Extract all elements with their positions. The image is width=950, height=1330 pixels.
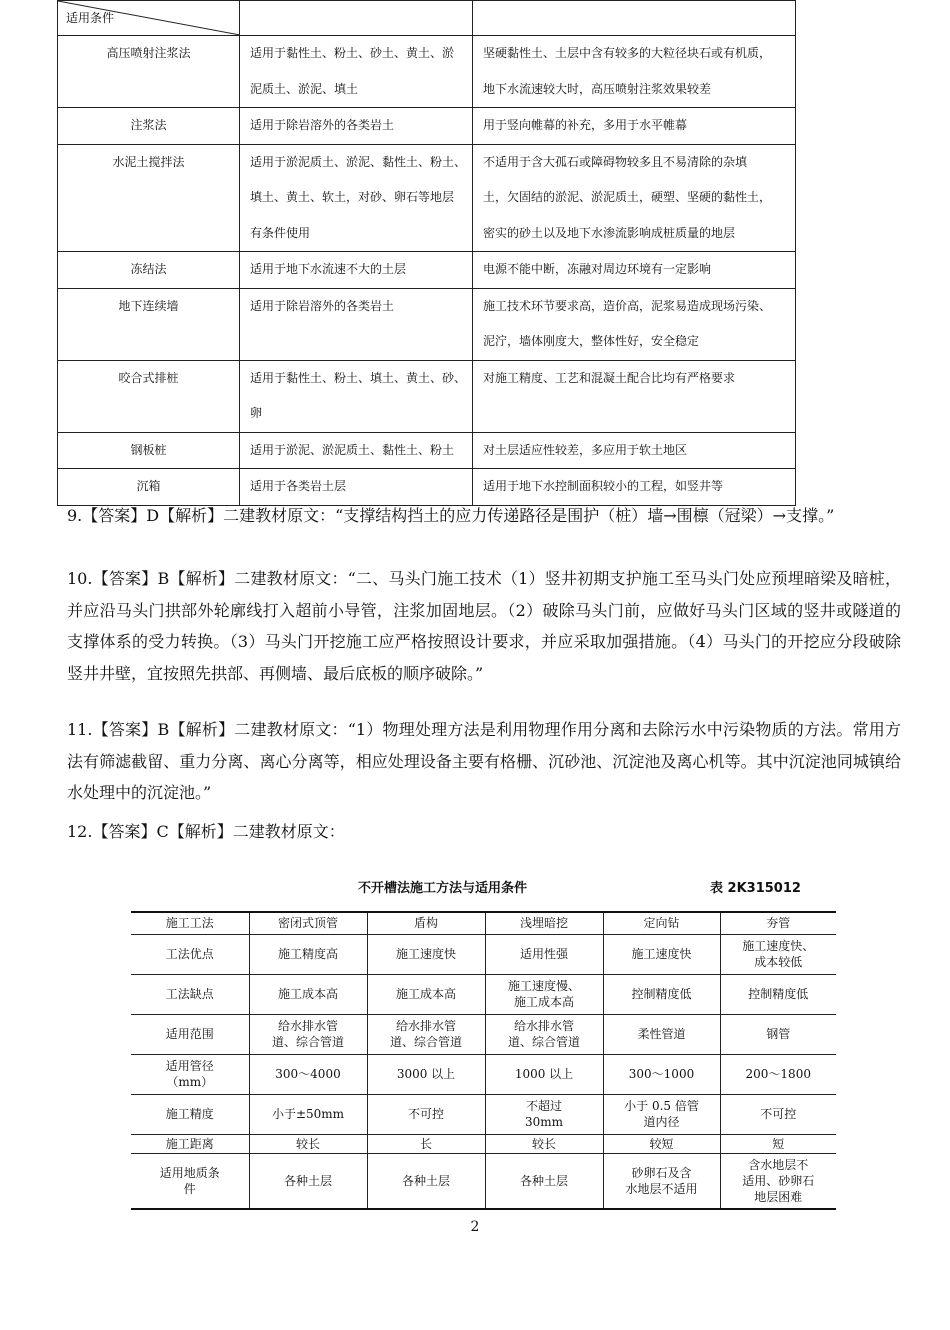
table-cell: [249, 1094, 367, 1134]
cell-line: 控制精度低: [631, 987, 692, 1001]
cell-line: 长: [419, 1136, 432, 1151]
table-cell: [249, 1014, 367, 1054]
cell-line: 不适用于含大孤石或障碍物较多且不易清除的杂填: [483, 154, 748, 169]
cell-line: 适用地质条: [159, 1165, 220, 1180]
cell-line: 适用于除岩溶外的各类岩土: [250, 298, 395, 313]
answer-9: 9.【答案】D【解析】二建教材原文：“支撑结构挡土的应力传递路径是围护（桩）墙→围檩（冠梁）→支撑。”: [67, 506, 835, 525]
notes-cell: [473, 432, 796, 469]
cell-line: 有条件使用: [250, 225, 311, 240]
table-cell: [603, 974, 720, 1014]
method-name: 地下连续墙: [118, 298, 179, 313]
table-row: [58, 108, 796, 145]
cell-line: 密实的砂土以及地下水渗流影响成桩质量的地层: [483, 225, 736, 240]
cell-line: 卵: [250, 406, 263, 420]
table-cell: [603, 1094, 720, 1134]
table-row: [131, 934, 836, 974]
cell-line: 柔性管道: [637, 1027, 686, 1041]
scope-cell: [240, 108, 473, 145]
scope-cell: [240, 360, 473, 432]
cell-line: 道、综合管道: [389, 1035, 462, 1049]
table-cell: [249, 1153, 367, 1209]
table-row: [131, 1014, 836, 1054]
table-cell: [720, 934, 836, 974]
scope-cell: [240, 144, 473, 252]
cell-line: 道、综合管道: [271, 1035, 344, 1049]
table-row: [58, 252, 796, 289]
table-cell: [249, 934, 367, 974]
cell-line: 3000 以上: [396, 1067, 456, 1081]
cell-line: 道内径: [643, 1115, 680, 1129]
row-label: [131, 1134, 249, 1153]
cell-line: 300～1000: [628, 1067, 695, 1081]
cell-line: 施工成本高: [395, 987, 456, 1001]
table-row: [131, 974, 836, 1014]
cell-line: 含水地层不: [748, 1157, 809, 1172]
table-row: [131, 1094, 836, 1134]
row-label: [131, 1054, 249, 1094]
cell-line: 适用于淤泥、淤泥质土、黏性土、粉土: [250, 442, 455, 457]
table-cell: [249, 1134, 367, 1153]
row-label: [131, 934, 249, 974]
cell-line: 适用于各类岩土层: [250, 479, 347, 493]
cell-line: （mm）: [166, 1075, 214, 1089]
method-name: 高压喷射注浆法: [106, 46, 191, 60]
column-header: 密闭式顶管: [249, 912, 367, 934]
table-cell: [485, 1134, 603, 1153]
column-header: 浅埋暗挖: [485, 912, 603, 934]
cell-line: 施工技术环节要求高，造价高，泥浆易造成现场污染、: [483, 298, 772, 313]
cell-line: 地层困难: [754, 1189, 803, 1204]
table-cell: [485, 1014, 603, 1054]
table-row: [58, 36, 796, 108]
cell-line: 给水排水管: [513, 1019, 574, 1033]
cell-line: 1000 以上: [514, 1067, 574, 1081]
table-number: 表 2K315012: [710, 881, 801, 896]
table-cell: [367, 1134, 485, 1153]
cell-line: 适用于地下水流速不大的土层: [250, 262, 407, 276]
cell-line: 坚硬黏性土、土层中含有较多的大粒径块石或有机质，: [483, 46, 772, 60]
cell-line: 各种土层: [283, 1173, 332, 1188]
notes-cell: [473, 36, 796, 108]
cell-line: 施工速度快: [395, 947, 456, 961]
table-cell: [720, 974, 836, 1014]
cell-line: 小于 0.5 倍管: [624, 1099, 699, 1113]
method-cell: [58, 144, 240, 252]
cell-line: 钢管: [766, 1027, 791, 1041]
cell-line: 施工距离: [165, 1136, 214, 1151]
cell-line: 泥泞，墙体刚度大，整体性好，安全稳定: [483, 334, 700, 348]
table-cell: [367, 934, 485, 974]
cell-line: 件: [183, 1181, 196, 1196]
cell-line: 工法优点: [165, 947, 214, 961]
cell-line: 给水排水管: [395, 1019, 456, 1033]
cell-line: 电源不能中断，冻融对周边环境有一定影响: [483, 262, 712, 276]
cell-line: 工法缺点: [165, 987, 214, 1001]
table-cell: [367, 1014, 485, 1054]
table-cell: [603, 1014, 720, 1054]
cell-line: 各种土层: [519, 1173, 568, 1188]
cell-line: 施工精度: [165, 1107, 214, 1121]
column-header: 定向钻: [603, 912, 720, 934]
answer-12: 12.【答案】C【解析】二建教材原文：: [67, 822, 345, 841]
cell-line: 不超过: [525, 1099, 562, 1113]
cell-line: 填土、黄土、软土，对砂、卵石等地层: [250, 190, 455, 204]
cell-line: 施工速度快、: [742, 939, 815, 953]
cell-line: 地下水流速较大时，高压喷射注浆效果较差: [483, 81, 712, 96]
table-row: [131, 1153, 836, 1209]
header-label: 适用条件: [66, 11, 115, 25]
table-cell: [720, 1134, 836, 1153]
cell-line: 不可控: [760, 1107, 797, 1121]
method-cell: [58, 288, 240, 360]
table-row: [131, 1134, 836, 1153]
row-label: [131, 974, 249, 1014]
cell-line: 适用管径: [165, 1059, 214, 1073]
trenchless-methods-table: [131, 911, 836, 1210]
scope-cell: [240, 252, 473, 289]
cell-line: 土，欠固结的淤泥、淤泥质土，硬塑、坚硬的黏性土，: [483, 190, 772, 204]
method-cell: [58, 36, 240, 108]
cell-line: 适用范围: [165, 1027, 214, 1041]
cell-line: 水地层不适用: [625, 1181, 698, 1196]
diagonal-header-cell: [58, 1, 240, 36]
row-label: [131, 1094, 249, 1134]
cell-line: 施工成本高: [513, 995, 574, 1009]
table-cell: [249, 1054, 367, 1094]
cell-line: 适用于黏性土、粉土、填土、黄土、砂、: [250, 370, 467, 385]
answer-10: 10.【答案】B【解析】二建教材原文：“二、马头门施工技术（1）竖井初期支护施工至马头门处应预埋暗梁及暗桩，并应沿马头门拱部外轮廓线打入超前小导管，注浆加固地层。（2）破除马头门前，应做好马头门区域的竖井或隧道的支撑体系的受力转换。（3）马头门开挖施工应严格按照设计要求，并应采取加强措施。（4）马头门的开挖应分段破除竖井井壁，宜按照先拱部、再侧墙、最后底板的顺序破除。”: [67, 569, 901, 683]
cell-line: 对施工精度、工艺和混凝土配合比均有严格要求: [483, 370, 736, 385]
cell-line: 适用于除岩溶外的各类岩土: [250, 118, 395, 132]
header-blank-cell: [473, 1, 796, 36]
table-title: 不开槽法施工方法与适用条件: [358, 881, 528, 896]
table-cell: [485, 974, 603, 1014]
cell-line: 较长: [531, 1136, 556, 1151]
table-row: [131, 1054, 836, 1094]
cell-line: 200～1800: [745, 1067, 811, 1081]
table-cell: [485, 934, 603, 974]
cell-line: 30mm: [524, 1115, 564, 1129]
cell-line: 泥质土、淤泥、填土: [250, 81, 359, 96]
cell-line: 用于竖向帷幕的补充，多用于水平帷幕: [483, 118, 688, 132]
cell-line: 适用于地下水控制面积较小的工程，如竖井等: [483, 479, 724, 493]
method-cell: [58, 252, 240, 289]
cell-line: 适用、砂卵石: [742, 1173, 815, 1188]
cell-line: 施工速度快: [631, 947, 692, 961]
method-name: 水泥土搅拌法: [112, 154, 185, 169]
column-header: 施工工法: [131, 912, 249, 934]
table-cell: [485, 1094, 603, 1134]
table-cell: [720, 1153, 836, 1209]
answer-11: 11.【答案】B【解析】二建教材原文：“1）物理处理方法是利用物理作用分离和去除污水中污染物质的方法。常用方法有筛滤截留、重力分离、离心分离等，相应处理设备主要有格栅、沉砂池、沉淀池及离心机等。其中沉淀池同城镇给水处理中的沉淀池。”: [67, 720, 901, 802]
header-blank-cell: [240, 1, 473, 36]
cell-line: 施工速度慢、: [507, 979, 580, 993]
table-row: [58, 288, 796, 360]
method-name: 沉箱: [136, 479, 161, 493]
ground-treatment-table: [57, 0, 796, 506]
column-header: 盾构: [367, 912, 485, 934]
cell-line: 施工成本高: [277, 987, 338, 1001]
page-number: 2: [470, 1219, 480, 1235]
cell-line: 各种土层: [401, 1173, 450, 1188]
row-label: [131, 1014, 249, 1054]
cell-line: 道、综合管道: [507, 1035, 580, 1049]
method-name: 咬合式排桩: [118, 370, 179, 385]
table-cell: [249, 974, 367, 1014]
table-row: [58, 144, 796, 252]
scope-cell: [240, 36, 473, 108]
table-row: [58, 360, 796, 432]
table-cell: [485, 1054, 603, 1094]
table-cell: [367, 1094, 485, 1134]
table-cell: [603, 934, 720, 974]
method-cell: [58, 360, 240, 432]
notes-cell: [473, 360, 796, 432]
method-name: 冻结法: [130, 262, 167, 276]
cell-line: 对土层适应性较差，多应用于软土地区: [483, 442, 688, 457]
table-cell: [720, 1054, 836, 1094]
top-table-header-row: [58, 1, 796, 36]
cell-line: 300～4000: [275, 1067, 341, 1081]
table-row: [58, 432, 796, 469]
cell-line: 较短: [649, 1136, 674, 1151]
cell-line: 不可控: [407, 1107, 444, 1121]
table-cell: [367, 1153, 485, 1209]
table-cell: [367, 1054, 485, 1094]
cell-line: 施工精度高: [277, 947, 338, 961]
notes-cell: [473, 144, 796, 252]
table-cell: [603, 1153, 720, 1209]
table-cell: [720, 1094, 836, 1134]
notes-cell: [473, 252, 796, 289]
cell-line: 较长: [295, 1136, 320, 1151]
method-cell: [58, 432, 240, 469]
cell-line: 成本较低: [754, 955, 803, 969]
scope-cell: [240, 432, 473, 469]
scope-cell: [240, 288, 473, 360]
cell-line: 适用于淤泥质土、淤泥、黏性土、粉土、: [250, 154, 467, 169]
cell-line: 短: [772, 1136, 785, 1151]
notes-cell: [473, 288, 796, 360]
method-cell: [58, 108, 240, 145]
cell-line: 给水排水管: [277, 1019, 338, 1033]
table-cell: [720, 1014, 836, 1054]
table-cell: [603, 1054, 720, 1094]
column-header: 夯管: [720, 912, 836, 934]
cell-line: 小于±50mm: [271, 1107, 345, 1121]
method-name: 钢板桩: [130, 442, 167, 457]
table-cell: [367, 974, 485, 1014]
row-label: [131, 1153, 249, 1209]
method-name: 注浆法: [130, 118, 167, 132]
table-cell: [485, 1153, 603, 1209]
notes-cell: [473, 108, 796, 145]
table-header-row: [131, 912, 836, 934]
cell-line: 适用性强: [519, 947, 568, 961]
table-cell: [603, 1134, 720, 1153]
cell-line: 砂卵石及含: [631, 1165, 692, 1180]
cell-line: 适用于黏性土、粉土、砂土、黄土、淤: [250, 46, 455, 60]
cell-line: 控制精度低: [748, 987, 809, 1001]
